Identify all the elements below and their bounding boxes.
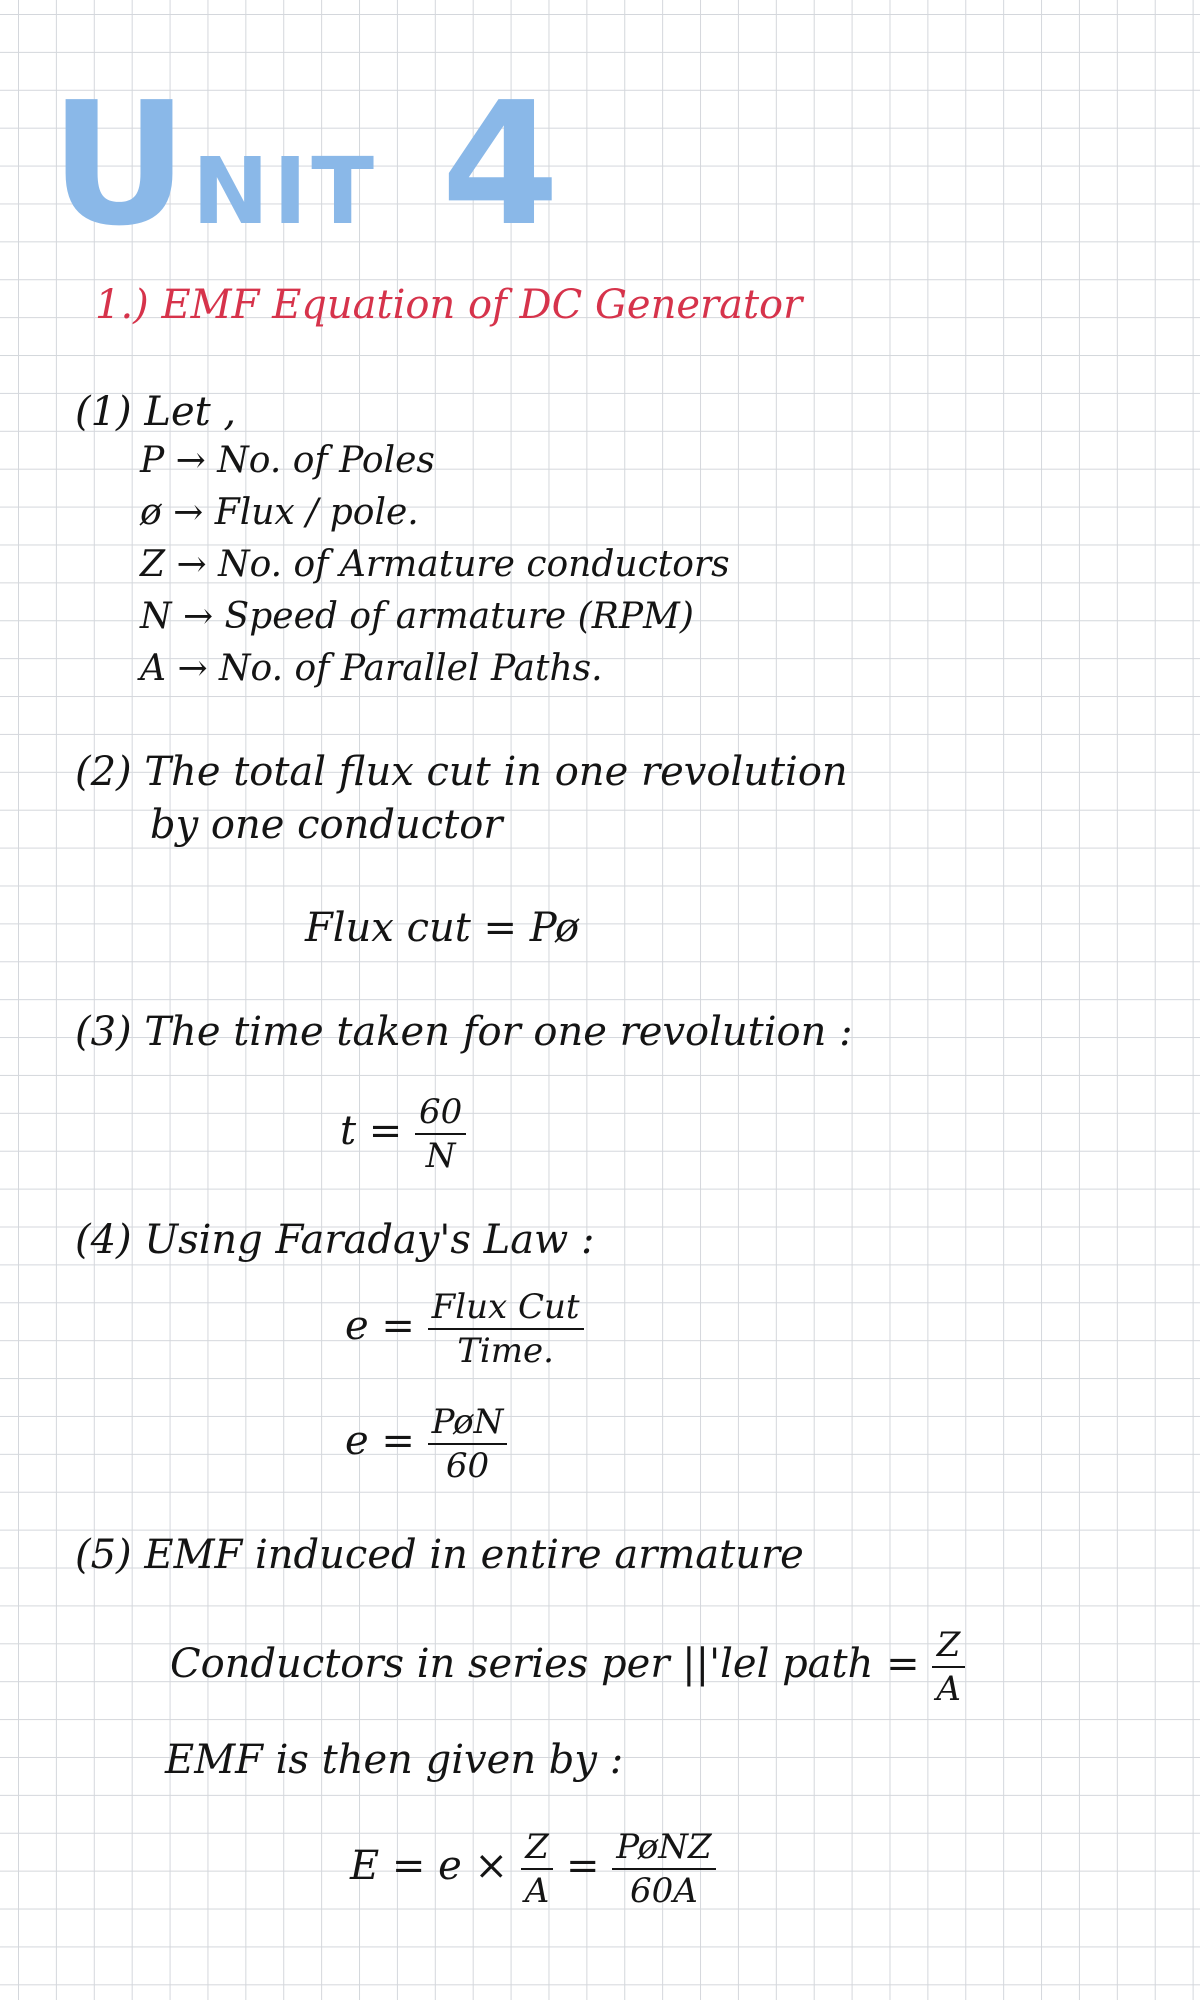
faraday-eq1-fraction xyxy=(428,1287,584,1371)
faraday-eq1-lhs: e = xyxy=(345,1303,415,1349)
time-fraction xyxy=(415,1092,466,1176)
time-lhs: t = xyxy=(340,1108,403,1154)
step2-text-line2: by one conductor xyxy=(150,802,503,848)
unit-title-number: 4 xyxy=(378,66,564,264)
flux-cut-equation: Flux cut = Pø xyxy=(305,905,580,951)
definition-phi: ø → Flux / pole. xyxy=(140,492,419,533)
final-lhs: E = e × xyxy=(350,1843,509,1889)
final-emf-equation xyxy=(350,1827,716,1911)
faraday-eq2-lhs: e = xyxy=(345,1418,415,1464)
step1-heading: (1) Let , xyxy=(75,389,237,435)
series-conductors-equation xyxy=(170,1625,965,1709)
faraday-eq1-denominator: Time. xyxy=(457,1331,554,1371)
final-frac1-numerator: Z xyxy=(521,1830,554,1870)
definition-z: Z → No. of Armature conductors xyxy=(140,544,730,585)
faraday-eq2-numerator: PøN xyxy=(428,1405,508,1445)
emf-given-by-text: EMF is then given by : xyxy=(165,1737,624,1783)
faraday-eq1-numerator: Flux Cut xyxy=(428,1290,584,1330)
final-frac1-denominator: A xyxy=(524,1871,550,1911)
final-equals: = xyxy=(566,1843,600,1889)
time-equation xyxy=(340,1092,466,1176)
step4-text: (4) Using Faraday's Law : xyxy=(75,1217,595,1263)
time-numerator: 60 xyxy=(415,1095,466,1135)
faraday-eq2-fraction xyxy=(428,1402,508,1486)
final-fraction-1 xyxy=(521,1827,554,1911)
step2-text-line1: (2) The total flux cut in one revolution xyxy=(75,749,848,795)
series-conductors-fraction xyxy=(932,1625,965,1709)
section-heading: 1.) EMF Equation of DC Generator xyxy=(95,282,803,328)
final-frac2-numerator: PøNZ xyxy=(612,1830,715,1870)
series-numerator: Z xyxy=(932,1628,965,1668)
definition-p: P → No. of Poles xyxy=(140,440,435,481)
unit-title xyxy=(50,66,564,264)
step5-text: (5) EMF induced in entire armature xyxy=(75,1532,804,1578)
series-conductors-text: Conductors in series per ||'lel path = xyxy=(170,1641,920,1687)
faraday-equation-1 xyxy=(345,1287,584,1371)
definition-n: N → Speed of armature (RPM) xyxy=(140,596,694,637)
faraday-equation-2 xyxy=(345,1402,507,1486)
faraday-eq2-denominator: 60 xyxy=(445,1446,490,1486)
time-denominator: N xyxy=(425,1136,456,1176)
final-fraction-2 xyxy=(612,1827,715,1911)
final-frac2-denominator: 60A xyxy=(630,1871,698,1911)
unit-title-initial: U xyxy=(50,66,193,264)
step3-text: (3) The time taken for one revolution : xyxy=(75,1009,853,1055)
definition-a: A → No. of Parallel Paths. xyxy=(140,648,603,689)
series-denominator: A xyxy=(936,1669,961,1709)
unit-title-rest: NIT xyxy=(192,138,379,245)
